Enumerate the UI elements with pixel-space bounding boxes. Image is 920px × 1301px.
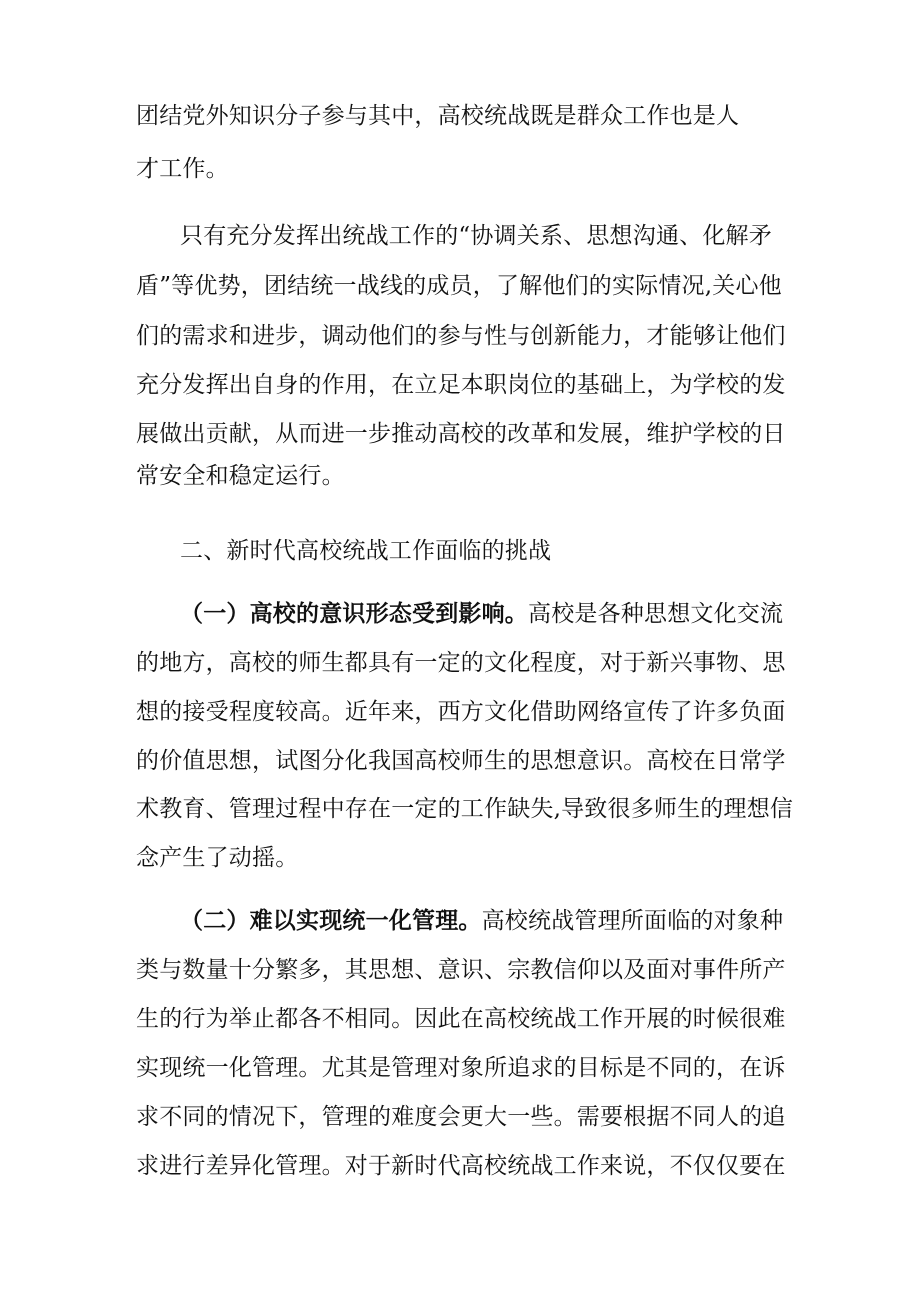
subsection-1-line-2: 的地方，高校的师生都具有一定的文化程度，对于新兴事物、思	[136, 650, 786, 676]
paragraph-2-line-1: 只有充分发挥出统战工作的“协调关系、思想沟通、化解矛	[180, 223, 772, 249]
subsection-1-line-6: 念产生了动摇。	[136, 845, 299, 871]
subsection-1-line-4: 的价值思想，试图分化我国高校师生的思想意识。高校在日常学	[136, 748, 786, 774]
paragraph-1-line-2: 才工作。	[136, 156, 229, 182]
paragraph-2-line-2: 盾”等优势，团结统一战线的成员，了解他们的实际情况,关心他	[136, 273, 782, 299]
subsection-2-line-6: 求进行差异化管理。对于新时代高校统战工作来说，不仅仅要在	[136, 1153, 786, 1179]
section-heading: 二、新时代高校统战工作面临的挑战	[180, 538, 552, 564]
subsection-1-line-5: 术教育、管理过程中存在一定的工作缺失,导致很多师生的理想信	[136, 796, 794, 822]
subsection-2-line-5: 求不同的情况下，管理的难度会更大一些。需要根据不同人的追	[136, 1104, 786, 1130]
paragraph-1-line-1: 团结党外知识分子参与其中，高校统战既是群众工作也是人	[136, 103, 740, 129]
subsection-2-line-4: 实现统一化管理。尤其是管理对象所追求的目标是不同的，在诉	[136, 1055, 786, 1081]
paragraph-2-line-6: 常安全和稳定运行。	[136, 463, 345, 489]
subsection-2-line-3: 生的行为举止都各不相同。因此在高校统战工作开展的时候很难	[136, 1006, 786, 1032]
paragraph-2-line-4: 充分发挥出自身的作用，在立足本职岗位的基础上，为学校的发	[136, 372, 786, 398]
subsection-1-first-line-rest: 高校是各种思想文化交流	[528, 601, 784, 627]
subsection-2-title: （二）难以实现统一化管理。	[180, 907, 482, 934]
subsection-1-title: （一）高校的意识形态受到影响。	[180, 600, 528, 627]
paragraph-2-line-3: 们的需求和进步，调动他们的参与性与创新能力，才能够让他们	[136, 323, 786, 349]
subsection-2-first-line-rest: 高校统战管理所面临的对象种	[481, 908, 784, 934]
subsection-1-first-line	[180, 598, 840, 630]
paragraph-2-line-5: 展做出贡献，从而进一步推动高校的改革和发展，维护学校的日	[136, 421, 786, 447]
subsection-1-line-3: 想的接受程度较高。近年来，西方文化借助网络宣传了许多负面	[136, 699, 786, 725]
subsection-2-line-2: 类与数量十分繁多，其思想、意识、宗教信仰以及面对事件所产	[136, 957, 786, 983]
subsection-2-first-line	[180, 905, 840, 937]
